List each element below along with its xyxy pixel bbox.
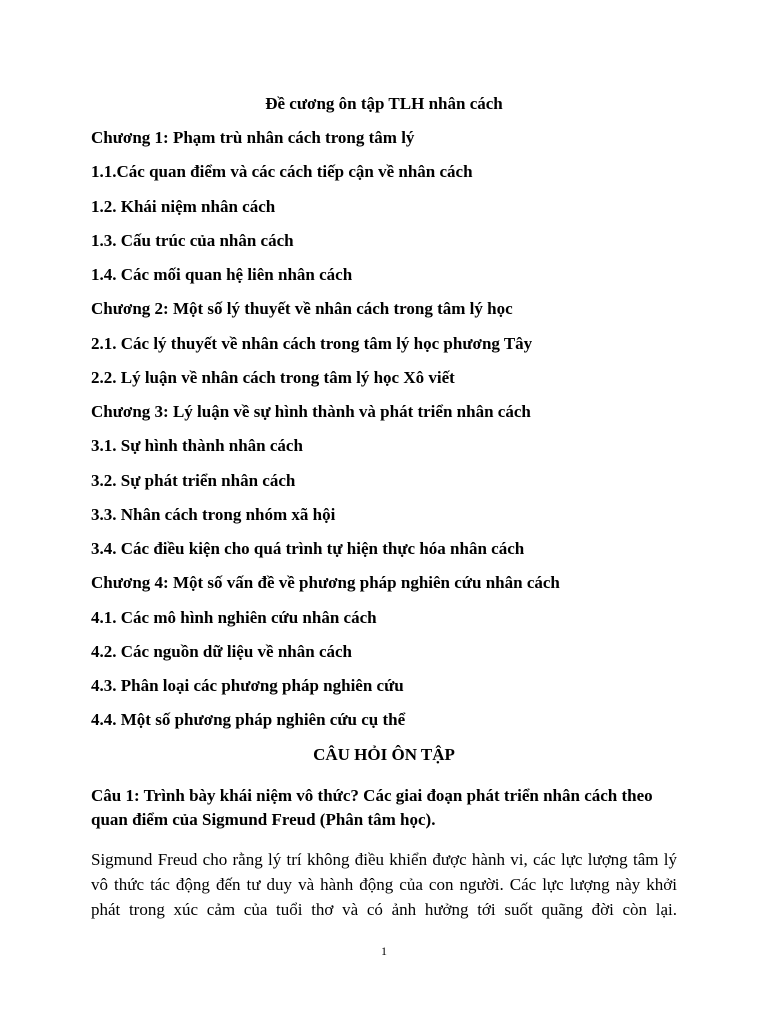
review-questions-heading: CÂU HỎI ÔN TẬP: [313, 745, 455, 764]
outline-item-2-2: 2.2. Lý luận về nhân cách trong tâm lý học Xô viết: [91, 367, 455, 387]
outline-list: [91, 128, 691, 745]
outline-item-2-1: 2.1. Các lý thuyết về nhân cách trong tâm lý học phương Tây: [91, 333, 533, 353]
outline-item-1-4: 1.4. Các mối quan hệ liên nhân cách: [91, 265, 353, 284]
outline-item-4-3: 4.3. Phân loại các phương pháp nghiên cứu: [91, 676, 404, 695]
outline-chapter-1: Chương 1: Phạm trù nhân cách trong tâm lý: [91, 128, 415, 147]
outline-item-3-3: 3.3. Nhân cách trong nhóm xã hội: [91, 504, 336, 524]
question-1: Câu 1: Trình bày khái niệm vô thức? Các giai đoạn phát triển nhân cách theo quan điểm của Sigmund Freud (Phân tâm học).: [91, 786, 653, 829]
answer-paragraph: Sigmund Freud cho rằng lý trí không điều khiển được hành vi, các lực lượng tâm lý vô thức tác động đến tư duy và hành động của con người. Các lực lượng này khởi phát trong xúc cảm của tuổi thơ và có ảnh hưởng tới suốt quãng đời còn lại.: [91, 850, 677, 919]
outline-item-4-1: 4.1. Các mô hình nghiên cứu nhân cách: [91, 607, 377, 627]
outline-chapter-3: Chương 3: Lý luận về sự hình thành và phát triển nhân cách: [91, 402, 531, 421]
outline-item-3-2: 3.2. Sự phát triển nhân cách: [91, 470, 296, 490]
outline-chapter-4: Chương 4: Một số vấn đề về phương pháp nghiên cứu nhân cách: [91, 573, 560, 593]
outline-item-4-2: 4.2. Các nguồn dữ liệu về nhân cách: [91, 641, 352, 661]
outline-item-3-1: 3.1. Sự hình thành nhân cách: [91, 436, 303, 456]
outline-item-1-3: 1.3. Cấu trúc của nhân cách: [91, 230, 294, 250]
outline-item-3-4: 3.4. Các điều kiện cho quá trình tự hiện thực hóa nhân cách: [91, 539, 525, 558]
outline-chapter-2: Chương 2: Một số lý thuyết về nhân cách trong tâm lý học: [91, 299, 513, 319]
document-title: Đề cương ôn tập TLH nhân cách: [265, 94, 503, 113]
outline-item-1-1: 1.1.Các quan điểm và các cách tiếp cận về nhân cách: [91, 162, 473, 182]
page-number: 1: [381, 944, 387, 958]
outline-item-4-4: 4.4. Một số phương pháp nghiên cứu cụ thể: [91, 710, 406, 730]
outline-item-1-2: 1.2. Khái niệm nhân cách: [91, 196, 276, 216]
